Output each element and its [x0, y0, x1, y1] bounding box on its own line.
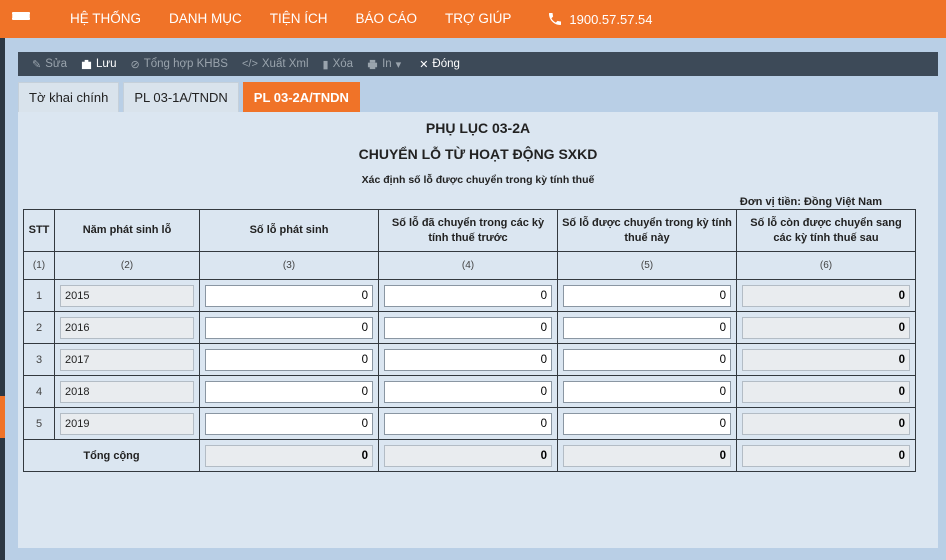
tab-pl-03-2a[interactable]: PL 03-2A/TNDN — [243, 82, 360, 112]
edit-label: Sửa — [45, 58, 67, 70]
form-title: PHỤ LỤC 03-2A — [425, 120, 531, 136]
form-tabs — [18, 82, 364, 112]
loss-incurred-input[interactable] — [205, 413, 373, 435]
save-button[interactable] — [81, 58, 117, 70]
loss-incurred-input[interactable] — [205, 381, 373, 403]
summary-button[interactable] — [130, 58, 227, 71]
form-panel — [18, 112, 938, 548]
table-index-row — [24, 252, 916, 280]
loss-incurred-input[interactable] — [205, 349, 373, 371]
nav-reports[interactable]: BÁO CÁO — [355, 11, 418, 26]
loss-remaining-field — [742, 381, 910, 403]
loss-transferred-current-input[interactable] — [563, 413, 731, 435]
col-header-loss-transferred-prior: Số lỗ đã chuyển trong các kỳ tính thuế trước — [379, 210, 558, 252]
col-index: (5) — [558, 252, 737, 280]
table-row — [24, 344, 916, 376]
save-icon — [81, 59, 92, 70]
save-label: Lưu — [95, 58, 117, 70]
delete-button[interactable] — [323, 58, 354, 71]
col-header-loss-incurred: Số lỗ phát sinh — [200, 210, 379, 252]
loss-transferred-current-input[interactable] — [563, 285, 731, 307]
code-icon: </> — [241, 58, 258, 70]
col-header-loss-remaining: Số lỗ còn được chuyển sang các kỳ tính thuế sau — [737, 210, 916, 252]
col-header-stt: STT — [24, 210, 55, 252]
loss-incurred-input[interactable] — [205, 317, 373, 339]
sidebar-handle[interactable] — [0, 396, 5, 438]
row-number: 5 — [24, 408, 55, 440]
close-button[interactable] — [419, 58, 460, 71]
nav-catalog[interactable]: DANH MỤC — [169, 11, 242, 26]
form-heading: CHUYỂN LỖ TỪ HOẠT ĐỘNG SXKD — [358, 146, 598, 162]
nav-system[interactable]: HỆ THỐNG — [70, 11, 142, 26]
year-field — [60, 349, 194, 371]
loss-transferred-prior-input[interactable] — [384, 413, 552, 435]
delete-label: Xóa — [332, 58, 354, 70]
col-index: (6) — [737, 252, 916, 280]
total-loss-remaining — [742, 445, 910, 467]
year-field — [60, 285, 194, 307]
col-index: (1) — [24, 252, 55, 280]
phone-number: 1900.57.57.54 — [569, 11, 653, 27]
row-number: 4 — [24, 376, 55, 408]
year-field — [60, 413, 194, 435]
col-index: (4) — [379, 252, 558, 280]
hamburger-icon — [12, 12, 30, 26]
close-label: Đóng — [432, 58, 460, 70]
trash-icon: ▮ — [322, 58, 329, 71]
row-number: 1 — [24, 280, 55, 312]
loss-transferred-prior-input[interactable] — [384, 381, 552, 403]
total-loss-transferred-prior — [384, 445, 552, 467]
form-subtitle: Xác định số lỗ được chuyển trong kỳ tính thuế — [361, 174, 595, 186]
year-field — [60, 317, 194, 339]
nav-utilities[interactable]: TIỆN ÍCH — [269, 11, 328, 26]
nav-help[interactable]: TRỢ GIÚP — [445, 11, 512, 26]
col-index: (3) — [200, 252, 379, 280]
total-row — [24, 440, 916, 472]
close-icon: ✕ — [419, 58, 429, 71]
edit-button[interactable] — [32, 58, 67, 71]
summary-label: Tổng hợp KHBS — [143, 58, 228, 70]
loss-transferred-current-input[interactable] — [563, 349, 731, 371]
action-toolbar — [18, 52, 938, 76]
total-label: Tổng cộng — [24, 440, 200, 472]
loss-remaining-field — [742, 349, 910, 371]
loss-transferred-prior-input[interactable] — [384, 349, 552, 371]
loss-transferred-prior-input[interactable] — [384, 317, 552, 339]
menu-button[interactable] — [0, 0, 42, 38]
export-xml-label: Xuất Xml — [261, 58, 309, 70]
total-loss-transferred-current — [563, 445, 731, 467]
table-row — [24, 376, 916, 408]
row-number: 3 — [24, 344, 55, 376]
col-header-year: Năm phát sinh lỗ — [55, 210, 200, 252]
col-index: (2) — [55, 252, 200, 280]
check-circle-icon: ⊘ — [130, 58, 140, 71]
currency-unit: Đơn vị tiền: Đồng Việt Nam — [739, 196, 882, 208]
loss-transferred-current-input[interactable] — [563, 381, 731, 403]
loss-remaining-field — [742, 285, 910, 307]
loss-remaining-field — [742, 317, 910, 339]
hotline — [547, 11, 652, 27]
table-row — [24, 408, 916, 440]
row-number: 2 — [24, 312, 55, 344]
print-button[interactable] — [367, 58, 405, 71]
printer-icon — [367, 59, 378, 70]
sidebar-edge — [0, 38, 5, 560]
print-label: In — [382, 58, 392, 70]
export-xml-button[interactable] — [242, 58, 309, 70]
loss-remaining-field — [742, 413, 910, 435]
table-header-row — [24, 210, 916, 252]
loss-transferred-prior-input[interactable] — [384, 285, 552, 307]
table-row — [24, 280, 916, 312]
loss-transferred-current-input[interactable] — [563, 317, 731, 339]
year-field — [60, 381, 194, 403]
caret-down-icon: ▾ — [395, 58, 402, 71]
tab-pl-03-1a[interactable]: PL 03-1A/TNDN — [123, 82, 238, 112]
tab-main-declaration[interactable]: Tờ khai chính — [18, 82, 119, 112]
loss-incurred-input[interactable] — [205, 285, 373, 307]
edit-icon: ✎ — [32, 58, 42, 71]
table-row — [24, 312, 916, 344]
total-loss-incurred — [205, 445, 373, 467]
col-header-loss-transferred-current: Số lỗ được chuyển trong kỳ tính thuế này — [558, 210, 737, 252]
phone-icon — [547, 11, 563, 27]
top-nav — [0, 0, 946, 38]
loss-transfer-table — [23, 209, 916, 472]
